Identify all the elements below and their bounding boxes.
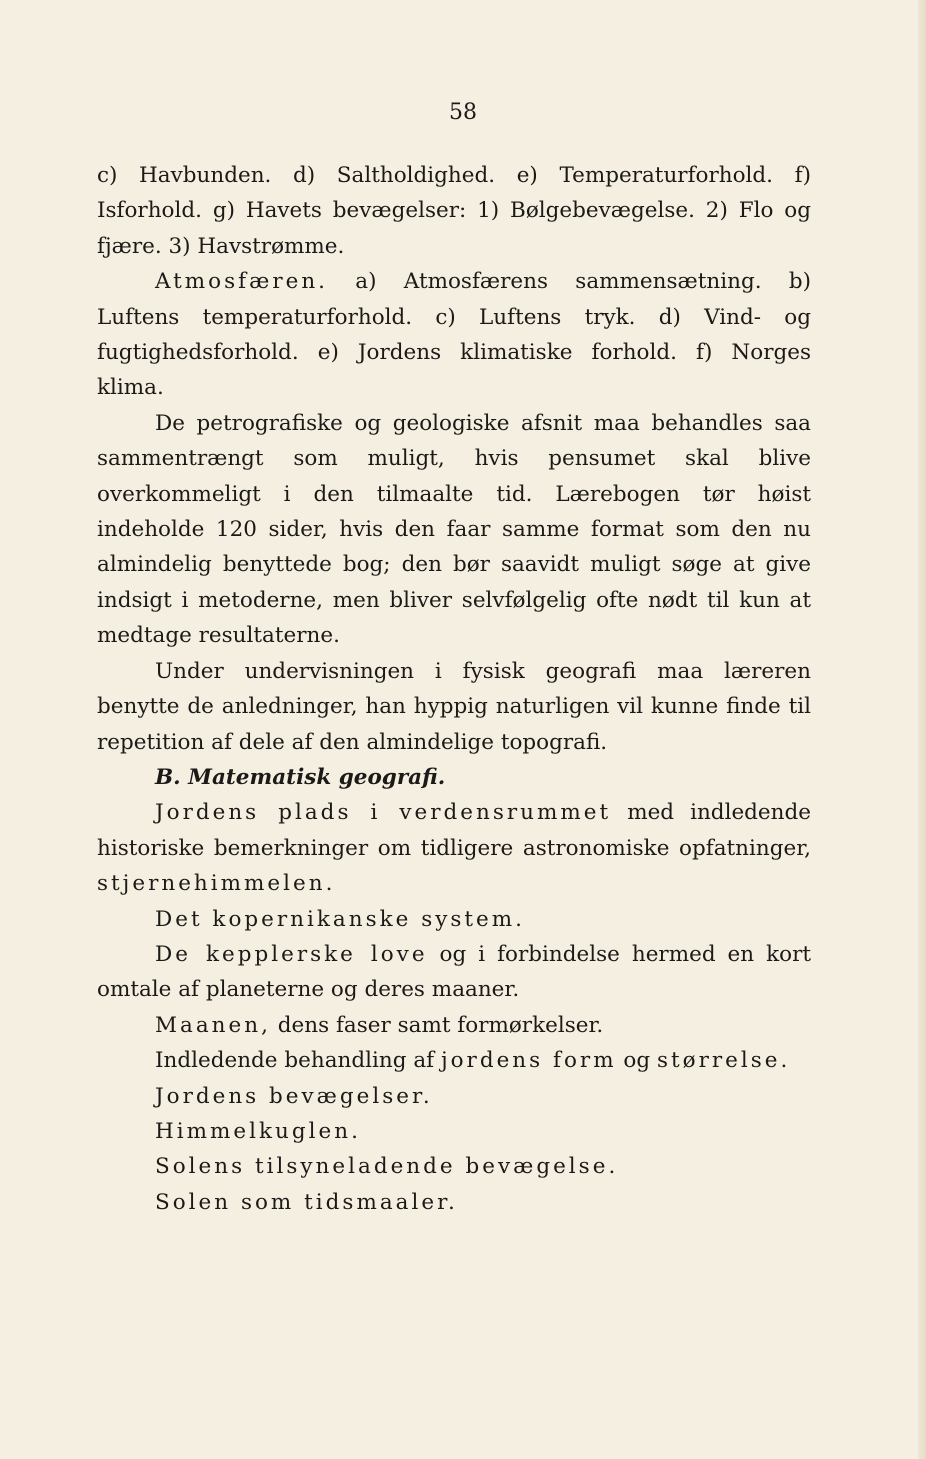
jordens-form-lead: jordens form [440, 1048, 617, 1074]
paragraph-solen-tidsmaaler: Solen som tidsmaaler. [155, 1189, 458, 1215]
paragraph-solens-bevaegelse: Solens tilsyneladende bevægelse. [155, 1154, 619, 1180]
jordens-form-start: Indledende behandling af [155, 1048, 441, 1074]
section-heading-matematisk-geografi: B. Matematisk geografi. [155, 764, 446, 790]
page-edge [918, 0, 926, 1459]
atmosfaeren-rest: a) Atmosfærens sammensætning. b) Luftens temperaturforhold. c) Luftens tryk. d) Vind- og fugtighedsforhold. e) Jordens klimatiske forhold. f) Norges klima. [97, 269, 811, 401]
maanen-lead: Maanen, [155, 1012, 271, 1038]
jordens-plads-lead: Jordens plads i verdensrummet [155, 800, 612, 826]
paragraph-himmelkuglen: Himmelkuglen. [155, 1118, 361, 1144]
paragraph-undervisning: Under undervisningen i fysisk geografi maa læreren benytte de anledninger, han hyppig naturligen vil kunne finde til repetition af dele af den almindelige topografi. [97, 658, 811, 755]
paragraph-jordens-bevaegelser: Jordens bevægelser. [155, 1083, 433, 1109]
paragraph-kepplerske [97, 937, 811, 1008]
body-text [97, 158, 811, 1220]
jordens-plads-rest: med indledende historiske bemerkninger om tidligere astronomiske opfatninger, [97, 800, 811, 861]
kepplerske-rest: og i forbindelse hermed en kort omtale af planeterne og deres maaner. [97, 941, 811, 1003]
paragraph-maanen [97, 1008, 811, 1043]
paragraph-petrografiske: De petrografiske og geologiske afsnit maa behandles saa sammentrængt som muligt, hvis pensumet skal blive overkommeligt i den tilmaalte tid. Lærebogen tør høist indeholde 120 sider, hvis den faar samme format som den nu almindelig benyttede bog; den bør saavidt muligt søge at give indsigt i metoderne, men bliver selvfølgelig ofte nødt til kun at medtage resultaterne. [97, 410, 811, 649]
page-number: 58 [449, 100, 477, 125]
jordens-plads-tail: stjernehimmelen. [97, 871, 336, 897]
maanen-rest: dens faser samt formørkelser. [270, 1012, 604, 1038]
atmosfaeren-lead: Atmosfæren. [155, 269, 329, 295]
jordens-form-tail: størrelse. [656, 1048, 791, 1074]
sub-heading-kopernikanske: Det kopernikanske system. [155, 906, 526, 932]
paragraph-atmosfaeren [97, 264, 811, 406]
kepplerske-lead: De kepplerske love [155, 941, 428, 967]
paragraph-havet: c) Havbunden. d) Saltholdighed. e) Temperaturforhold. f) Isforhold. g) Havets bevægelser: 1) Bølgebevægelse. 2) Flo og fjære. 3) Havstrømme. [97, 163, 811, 259]
paragraph-jordens-plads [97, 795, 811, 901]
jordens-form-mid: og [616, 1048, 657, 1074]
paragraph-jordens-form [97, 1043, 811, 1078]
